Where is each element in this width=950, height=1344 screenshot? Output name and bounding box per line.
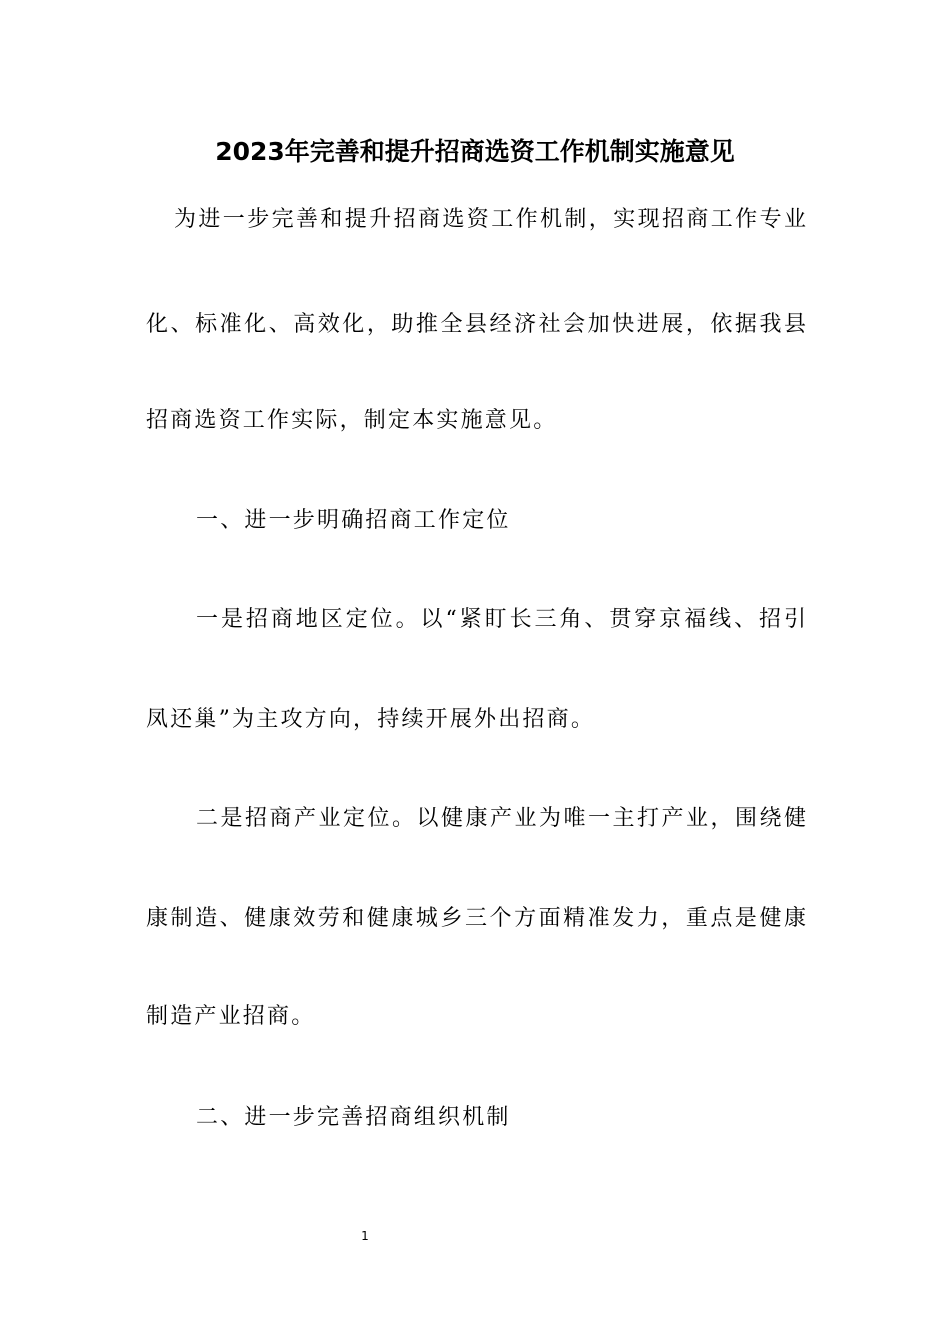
- document-title: 2023年完善和提升招商选资工作机制实施意见: [215, 137, 735, 166]
- page-number: 1: [361, 1229, 369, 1243]
- paragraph-line: 化、标准化、高效化，助推全县经济社会加快进展，依据我县: [146, 312, 806, 337]
- paragraph-line: 招商选资工作实际，制定本实施意见。: [146, 408, 558, 433]
- paragraph-line: 凤还巢”为主攻方向，持续开展外出招商。: [146, 707, 596, 732]
- paragraph-line: 制造产业招商。: [146, 1004, 316, 1029]
- paragraph-line: 为进一步完善和提升招商选资工作机制，实现招商工作专业: [174, 207, 806, 232]
- paragraph-line: 二是招商产业定位。以健康产业为唯一主打产业，围绕健: [196, 806, 806, 831]
- paragraph-line: 一是招商地区定位。以“紧盯长三角、贯穿京福线、招引: [196, 607, 806, 632]
- section-heading: 一、进一步明确招商工作定位: [196, 508, 511, 533]
- paragraph-line: 康制造、健康效劳和健康城乡三个方面精准发力，重点是健康: [146, 906, 806, 931]
- section-heading: 二、进一步完善招商组织机制: [196, 1105, 511, 1130]
